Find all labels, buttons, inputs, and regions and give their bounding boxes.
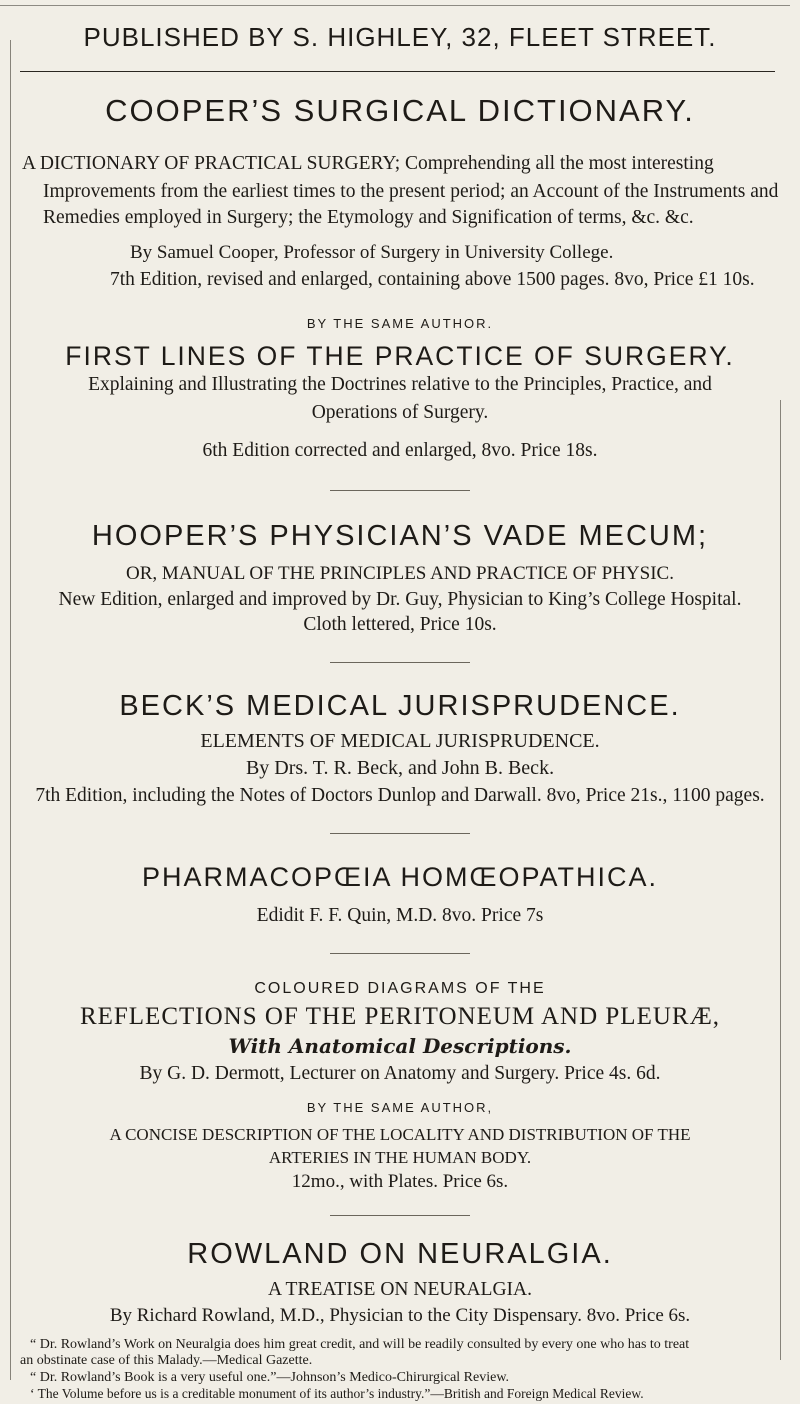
cooper-desc-1: A DICTIONARY OF PRACTICAL SURGERY; Comprehending all the most interesting [22, 153, 714, 174]
cooper-author: By Samuel Cooper, Professor of Surgery in University College. [130, 242, 614, 263]
header-rule [20, 71, 775, 72]
dermott-title: REFLECTIONS OF THE PERITONEUM AND PLEURÆ, [79, 1003, 721, 1030]
hooper-desc-2: Cloth lettered, Price 10s. [303, 614, 497, 635]
beck-title: BECK’S MEDICAL JURISPRUDENCE. [119, 690, 681, 722]
hooper-title: HOOPER’S PHYSICIAN’S VADE MECUM; [91, 520, 709, 552]
dermott-desc-2: ARTERIES IN THE HUMAN BODY. [268, 1148, 532, 1167]
rowland-author: By Richard Rowland, M.D., Physician to the City Dispensary. 8vo. Price 6s. [109, 1305, 691, 1326]
beck-subtitle: ELEMENTS OF MEDICAL JURISPRUDENCE. [200, 730, 600, 752]
cooper-title: COOPER’S SURGICAL DICTIONARY. [105, 93, 695, 128]
separator-3 [330, 833, 470, 834]
beck-author: By Drs. T. R. Beck, and John B. Beck. [245, 757, 555, 779]
rowland-quote-2: “ Dr. Rowland’s Book is a very useful one.”—Johnson’s Medico-Chirurgical Review. [30, 1370, 510, 1385]
hooper-desc-1: New Edition, enlarged and improved by Dr. Guy, Physician to King’s College Hospital. [58, 589, 742, 610]
cooper-desc-2: Improvements from the earliest times to the present period; an Account of the Instruments and [43, 181, 779, 202]
cooper-edition: 7th Edition, revised and enlarged, containing above 1500 pages. 8vo, Price £1 10s. [110, 269, 755, 290]
pharma-title: PHARMACOPŒIA HOMŒOPATHICA. [141, 862, 659, 892]
first-lines-desc-2: Operations of Surgery. [311, 402, 489, 423]
rowland-title: ROWLAND ON NEURALGIA. [187, 1238, 613, 1270]
cooper-desc-3: Remedies employed in Surgery; the Etymology and Signification of terms, &c. &c. [43, 207, 694, 228]
separator-4 [330, 953, 470, 954]
separator-2 [330, 662, 470, 663]
rowland-quote-1b: an obstinate case of this Malady.—Medical Gazette. [20, 1353, 313, 1368]
hooper-subtitle: OR, MANUAL OF THE PRINCIPLES AND PRACTICE OF PHYSIC. [126, 563, 674, 584]
dermott-author: By G. D. Dermott, Lecturer on Anatomy and Surgery. Price 4s. 6d. [139, 1063, 661, 1084]
rowland-subtitle: A TREATISE ON NEURALGIA. [268, 1279, 532, 1300]
first-lines-desc-1: Explaining and Illustrating the Doctrines relative to the Principles, Practice, and [88, 374, 712, 395]
dermott-blackletter: With Anatomical Descriptions. [228, 1034, 572, 1058]
beck-edition: 7th Edition, including the Notes of Doctors Dunlop and Darwall. 8vo, Price 21s., 1100 pages. [35, 785, 765, 806]
rowland-quote-1a: “ Dr. Rowland’s Work on Neuralgia does him great credit, and will be readily consulted by every one who has to treat [30, 1337, 690, 1352]
first-lines-edition: 6th Edition corrected and enlarged, 8vo. Price 18s. [202, 440, 598, 461]
by-same-author-cooper: BY THE SAME AUTHOR. [306, 316, 494, 331]
first-lines-title: FIRST LINES OF THE PRACTICE OF SURGERY. [65, 341, 735, 371]
separator-1 [330, 490, 470, 491]
publisher-line: PUBLISHED BY S. HIGHLEY, 32, FLEET STREET. [83, 22, 717, 52]
top-edge-rule [0, 5, 790, 6]
by-same-author-dermott: BY THE SAME AUTHOR, [306, 1100, 494, 1115]
dermott-kicker: COLOURED DIAGRAMS OF THE [254, 980, 546, 997]
separator-5 [330, 1215, 470, 1216]
rowland-quote-3: ‘ The Volume before us is a creditable monument of its author’s industry.”—British and Foreign Medical Review. [30, 1386, 644, 1401]
dermott-edition: 12mo., with Plates. Price 6s. [291, 1171, 509, 1192]
dermott-desc-1: A CONCISE DESCRIPTION OF THE LOCALITY AND DISTRIBUTION OF THE [109, 1125, 691, 1144]
pharma-edition: Edidit F. F. Quin, M.D. 8vo. Price 7s [256, 905, 544, 926]
